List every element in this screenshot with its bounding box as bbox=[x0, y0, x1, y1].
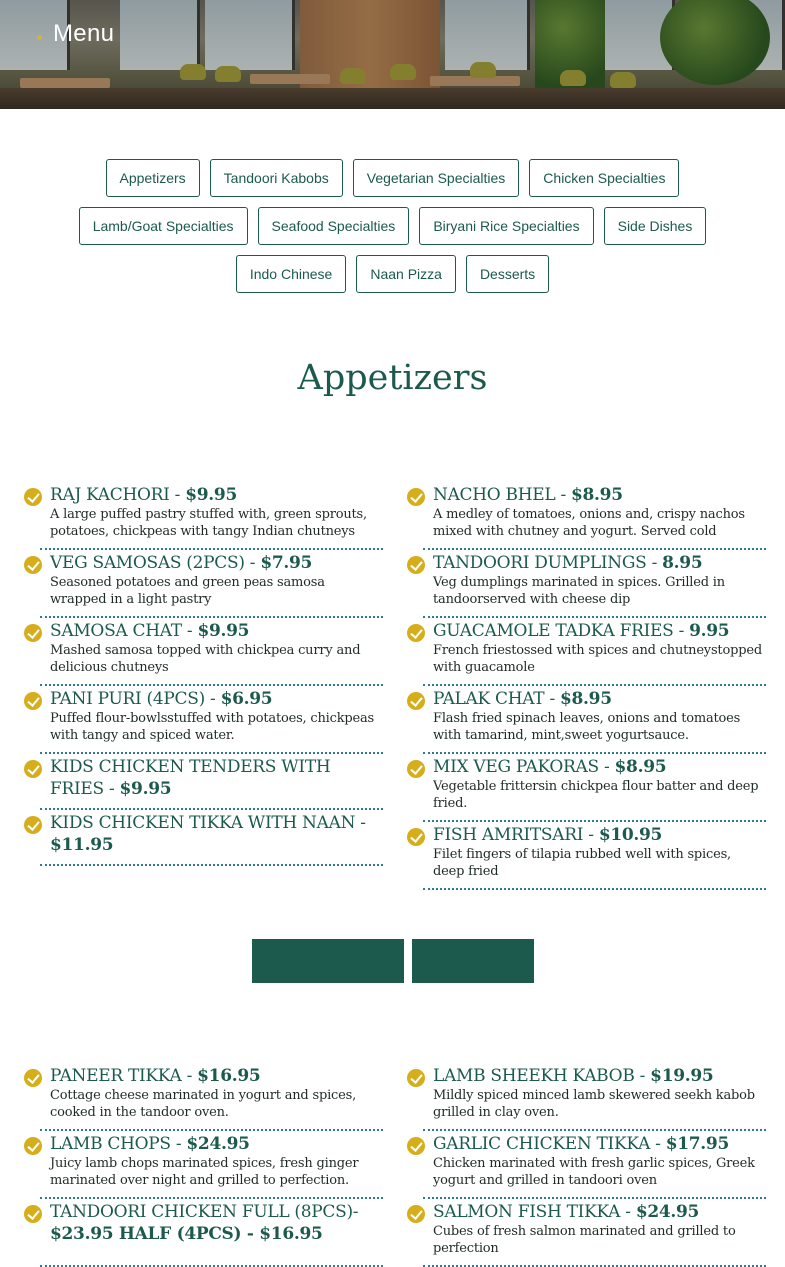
item-price: $9.95 bbox=[185, 485, 237, 505]
item-name: SAMOSA CHAT - bbox=[50, 621, 198, 641]
item-price: 9.95 bbox=[689, 621, 730, 641]
item-price: $7.95 bbox=[260, 553, 313, 573]
item-price: $8.95 bbox=[614, 757, 667, 777]
item-description: Vegetable frittersin chickpea flour batter and deep fried. bbox=[433, 779, 759, 811]
item-price: $8.95 bbox=[560, 689, 612, 709]
menu-item bbox=[423, 484, 766, 550]
category-button-tandoori-kabobs[interactable]: Tandoori Kabobs bbox=[210, 159, 343, 197]
item-name: GUACAMOLE TADKA FRIES - bbox=[433, 621, 690, 641]
menu-item bbox=[40, 812, 383, 866]
item-description: Mashed samosa topped with chickpea curry and delicious chutneys bbox=[50, 643, 361, 675]
item-name: VEG SAMOSAS (2PCS) - bbox=[50, 553, 261, 573]
item-price: $9.95 bbox=[197, 621, 250, 641]
item-description: Cottage cheese marinated in yogurt and spices, cooked in the tandoor oven. bbox=[50, 1088, 357, 1120]
category-nav bbox=[0, 159, 785, 303]
check-icon bbox=[407, 556, 425, 574]
item-price: $24.95 bbox=[186, 1134, 250, 1154]
check-icon bbox=[407, 760, 425, 778]
menu-item bbox=[423, 688, 766, 754]
appetizers-right-column bbox=[423, 484, 766, 890]
menu-item bbox=[423, 824, 766, 890]
check-icon bbox=[24, 624, 42, 642]
item-description: Filet fingers of tilapia rubbed well with spices, deep fried bbox=[433, 847, 731, 879]
category-button-lamb-goat-specialties[interactable]: Lamb/Goat Specialties bbox=[79, 207, 248, 245]
hero-dot-icon bbox=[37, 35, 42, 40]
kabobs-left-column bbox=[40, 1065, 383, 1267]
item-description: Flash fried spinach leaves, onions and tomatoes with tamarind, mint,sweet yogurtsauce. bbox=[433, 711, 741, 743]
category-button-appetizers[interactable]: Appetizers bbox=[106, 159, 200, 197]
item-description: Juicy lamb chops marinated spices, fresh ginger marinated over night and grilled to perfection. bbox=[50, 1156, 359, 1188]
menu-item bbox=[40, 1201, 383, 1267]
item-name: NACHO BHEL - bbox=[433, 485, 571, 505]
hero-overlay bbox=[0, 0, 785, 109]
item-price: $24.95 bbox=[635, 1202, 700, 1222]
check-icon bbox=[407, 1137, 425, 1155]
item-description: Cubes of fresh salmon marinated and grilled to perfection bbox=[433, 1224, 736, 1256]
item-name: TANDOORI CHICKEN FULL (8PCS)- bbox=[50, 1202, 359, 1222]
menu-item bbox=[423, 756, 766, 822]
item-name: FISH AMRITSARI - bbox=[433, 825, 599, 845]
category-button-naan-pizza[interactable]: Naan Pizza bbox=[356, 255, 456, 293]
check-icon bbox=[24, 760, 42, 778]
item-price: $8.95 bbox=[571, 485, 623, 505]
item-name: PALAK CHAT - bbox=[433, 689, 560, 709]
menu-item bbox=[40, 756, 383, 810]
check-icon bbox=[407, 624, 425, 642]
menu-item bbox=[40, 1065, 383, 1131]
item-price: $16.95 bbox=[197, 1066, 261, 1086]
item-description: Mildly spiced minced lamb skewered seekh kabob grilled in clay oven. bbox=[433, 1088, 755, 1120]
category-button-biryani-rice-specialties[interactable]: Biryani Rice Specialties bbox=[419, 207, 593, 245]
item-description: Seasoned potatoes and green peas samosa wrapped in a light pastry bbox=[50, 575, 325, 607]
item-description: Puffed flour-bowlsstuffed with potatoes, chickpeas with tangy and spiced water. bbox=[50, 711, 375, 743]
check-icon bbox=[407, 488, 425, 506]
category-button-chicken-specialties[interactable]: Chicken Specialties bbox=[529, 159, 679, 197]
category-button-vegetarian-specialties[interactable]: Vegetarian Specialties bbox=[353, 159, 520, 197]
appetizers-left-column bbox=[40, 484, 383, 866]
item-description: A medley of tomatoes, onions and, crispy nachos mixed with chutney and yogurt. Served cold bbox=[433, 507, 745, 539]
menu-item bbox=[423, 552, 766, 618]
menu-item bbox=[423, 1065, 766, 1131]
item-name: LAMB SHEEKH KABOB - bbox=[433, 1066, 651, 1086]
check-icon bbox=[24, 488, 42, 506]
item-description: French friestossed with spices and chutneystopped with guacamole bbox=[433, 643, 762, 675]
item-name: MIX VEG PAKORAS - bbox=[433, 757, 615, 777]
check-icon bbox=[407, 828, 425, 846]
item-price: $9.95 bbox=[119, 779, 172, 799]
check-icon bbox=[407, 1205, 425, 1223]
menu-item bbox=[40, 620, 383, 686]
item-name: LAMB CHOPS - bbox=[50, 1134, 187, 1154]
item-name: KIDS CHICKEN TIKKA WITH NAAN - bbox=[50, 813, 366, 833]
item-price: $10.95 bbox=[598, 825, 663, 845]
menu-item bbox=[423, 620, 766, 686]
section-tab-button[interactable] bbox=[412, 939, 534, 983]
item-name: KIDS CHICKEN TENDERS WITH FRIES - bbox=[50, 757, 331, 799]
check-icon bbox=[24, 816, 42, 834]
menu-item bbox=[40, 484, 383, 550]
item-description: Chicken marinated with fresh garlic spices, Greek yogurt and grilled in tandoori oven bbox=[433, 1156, 755, 1188]
category-button-indo-chinese[interactable]: Indo Chinese bbox=[236, 255, 347, 293]
menu-item bbox=[423, 1133, 766, 1199]
item-price: $17.95 bbox=[665, 1134, 729, 1154]
item-description: A large puffed pastry stuffed with, green sprouts, potatoes, chickpeas with tangy Indian chutneys bbox=[50, 507, 367, 539]
check-icon bbox=[407, 692, 425, 710]
item-price: 8.95 bbox=[662, 553, 703, 573]
section-title: Appetizers bbox=[297, 358, 488, 398]
item-description: Veg dumplings marinated in spices. Grilled in tandoorserved with cheese dip bbox=[433, 575, 725, 607]
menu-item bbox=[423, 1201, 766, 1267]
menu-item bbox=[40, 688, 383, 754]
check-icon bbox=[24, 1205, 42, 1223]
page-title: Menu bbox=[53, 20, 115, 47]
item-name: RAJ KACHORI - bbox=[50, 485, 186, 505]
category-button-seafood-specialties[interactable]: Seafood Specialties bbox=[258, 207, 410, 245]
check-icon bbox=[24, 556, 42, 574]
item-price: $6.95 bbox=[220, 689, 273, 709]
category-row bbox=[0, 159, 785, 197]
category-row bbox=[0, 255, 785, 293]
item-name: SALMON FISH TIKKA - bbox=[433, 1202, 636, 1222]
item-name: TANDOORI DUMPLINGS - bbox=[433, 553, 663, 573]
category-row bbox=[0, 207, 785, 245]
category-button-side-dishes[interactable]: Side Dishes bbox=[604, 207, 707, 245]
kabobs-right-column bbox=[423, 1065, 766, 1267]
item-price: $19.95 bbox=[650, 1066, 714, 1086]
item-name: PANI PURI (4PCS) - bbox=[50, 689, 221, 709]
item-price: $11.95 bbox=[50, 835, 114, 855]
section-tab-button[interactable] bbox=[252, 939, 404, 983]
check-icon bbox=[407, 1069, 425, 1087]
check-icon bbox=[24, 1137, 42, 1155]
item-name: PANEER TIKKA - bbox=[50, 1066, 198, 1086]
category-button-desserts[interactable]: Desserts bbox=[466, 255, 549, 293]
check-icon bbox=[24, 1069, 42, 1087]
item-price: $23.95 HALF (4PCS) - $16.95 bbox=[50, 1224, 323, 1244]
menu-item bbox=[40, 552, 383, 618]
item-name: GARLIC CHICKEN TIKKA - bbox=[433, 1134, 666, 1154]
check-icon bbox=[24, 692, 42, 710]
hero-banner bbox=[0, 0, 785, 109]
menu-item bbox=[40, 1133, 383, 1199]
